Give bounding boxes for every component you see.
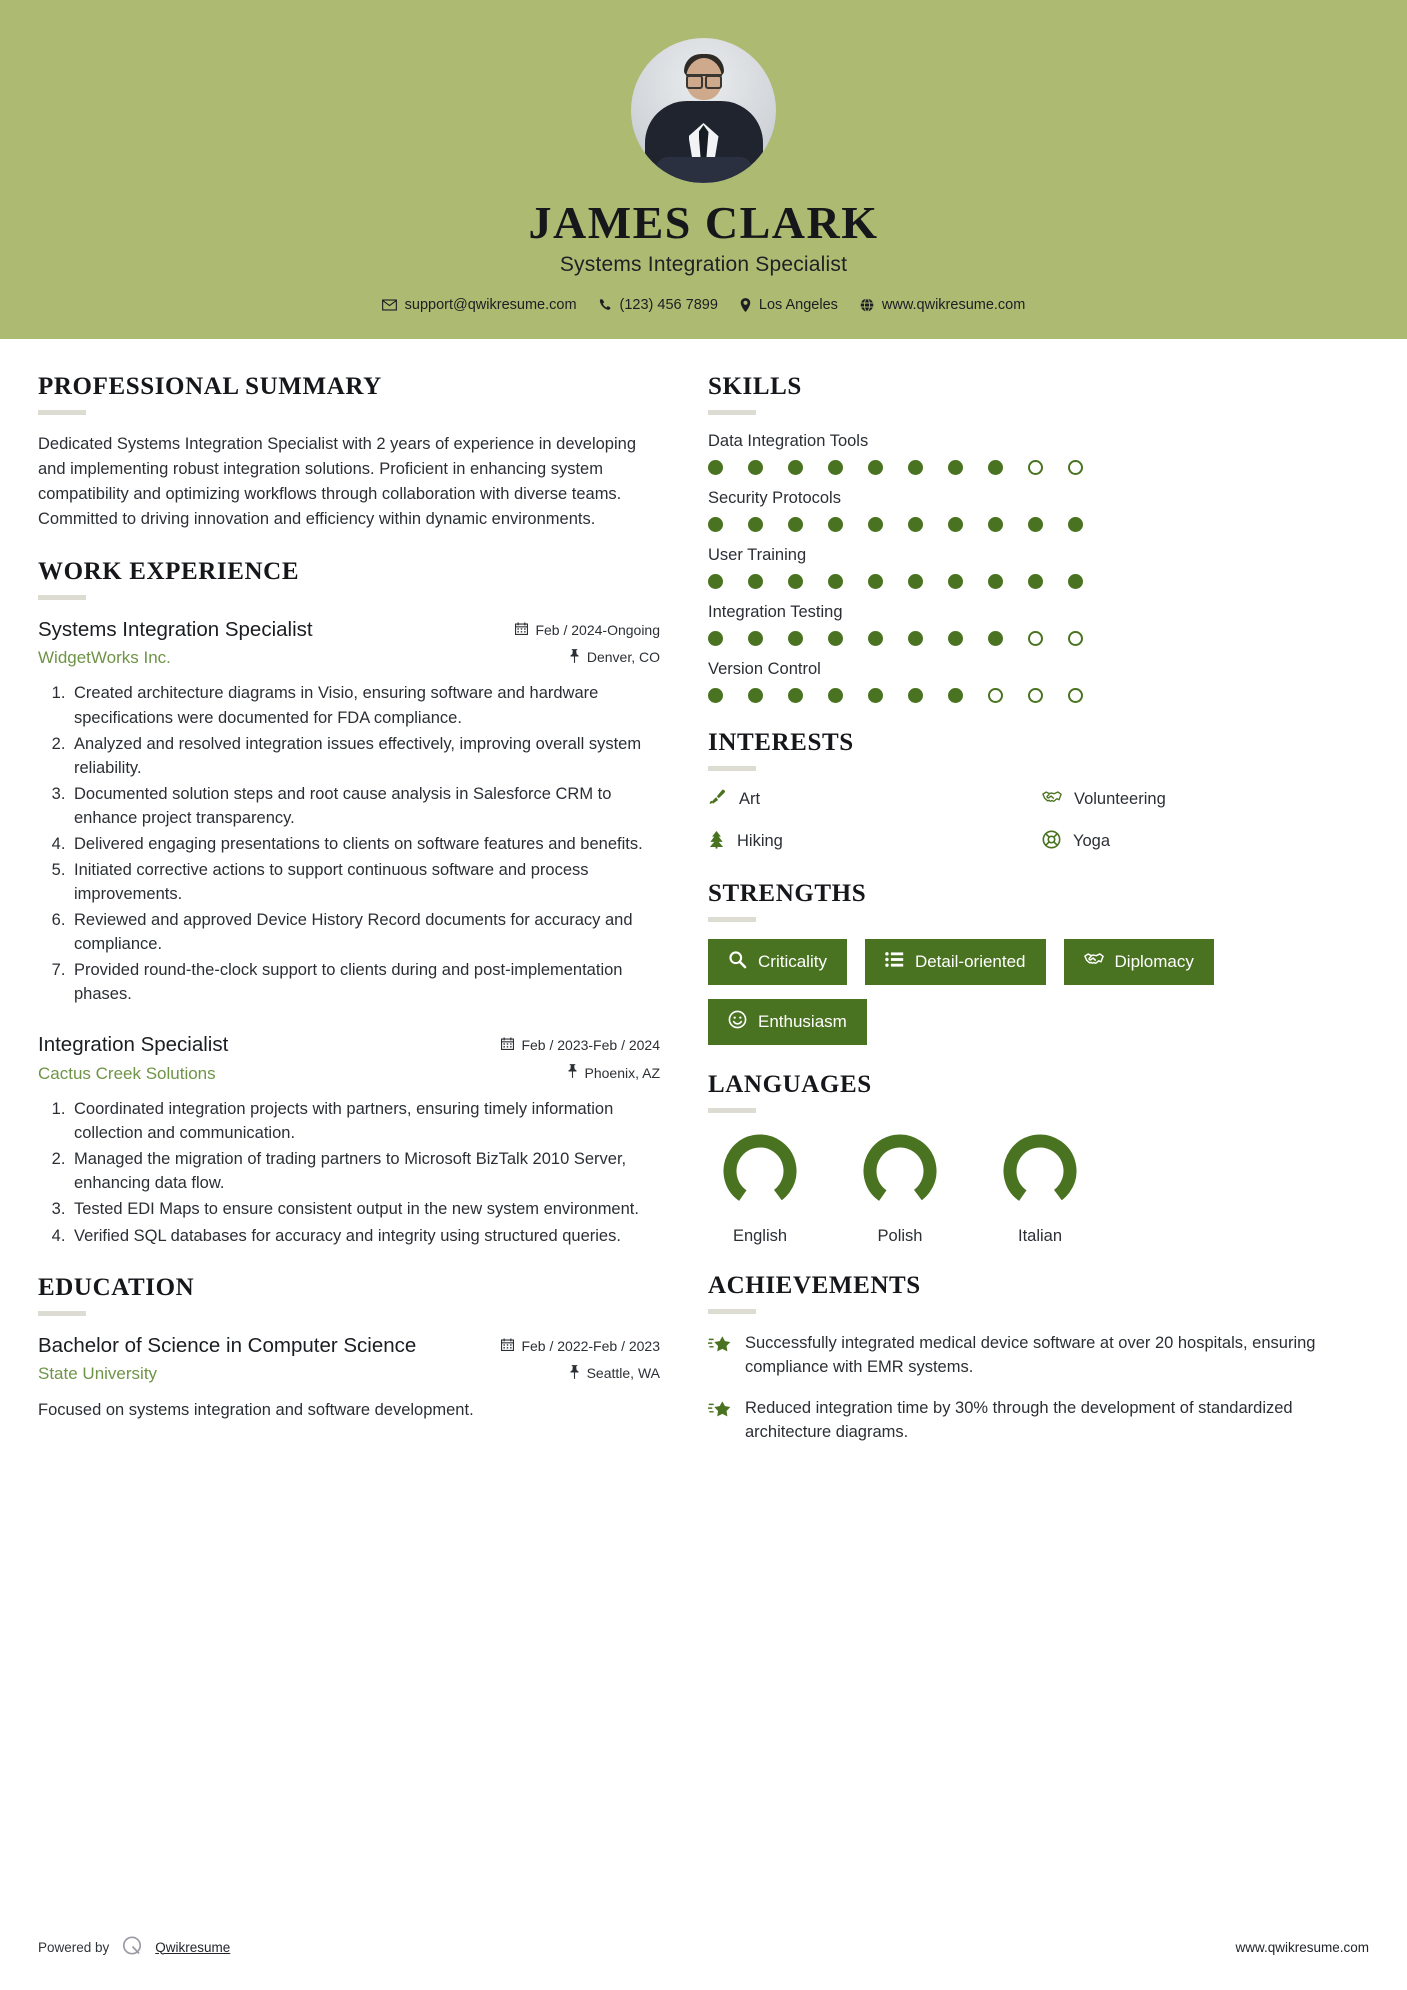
left-column (38, 373, 660, 1449)
skill-dot (708, 460, 723, 475)
strength-chip (708, 999, 867, 1045)
section-divider (708, 1108, 756, 1113)
section-title: LANGUAGES (708, 1070, 872, 1098)
skill-dot (1028, 460, 1043, 475)
entry-left (38, 617, 499, 669)
powered-by-label: Powered by (38, 1939, 110, 1955)
skill-dot (1028, 517, 1043, 532)
skill-dot (1068, 631, 1083, 646)
map-pin-icon (567, 1064, 578, 1081)
skill-dot (1068, 460, 1083, 475)
section-professional-summary (38, 373, 660, 532)
skill-name: Integration Testing (708, 602, 843, 621)
skill-dot (988, 631, 1003, 646)
skill-dot (868, 688, 883, 703)
experience-dates (515, 622, 660, 638)
experience-dates-text: Feb / 2024-Ongoing (535, 621, 660, 638)
experience-bullet: 3. Tested EDI Maps to ensure consistent output in the new system environment. (70, 1197, 660, 1221)
skill-dot (748, 688, 763, 703)
interest-label: Yoga (1073, 832, 1111, 851)
interest-item (708, 830, 1034, 854)
education-dates-text: Feb / 2022-Feb / 2023 (521, 1337, 660, 1354)
skill-dot (828, 688, 843, 703)
experience-location-text: Denver, CO (586, 649, 660, 666)
experience-bullet: 6. Reviewed and approved Device History Record documents for accuracy and compliance. (70, 908, 660, 956)
experience-location (501, 1064, 660, 1081)
experience-entry (38, 1032, 660, 1247)
language-item (856, 1130, 944, 1246)
skill-item (708, 660, 1368, 703)
skill-dot (828, 517, 843, 532)
skill-dot (748, 631, 763, 646)
section-divider (708, 410, 756, 415)
experience-bullet: 5. Initiated corrective actions to support continuous software and process improvements. (70, 858, 660, 906)
interest-item (1042, 788, 1368, 812)
phone-icon (599, 298, 612, 311)
skill-dot (1068, 688, 1083, 703)
achievements-list (708, 1331, 1368, 1444)
interest-label: Hiking (737, 832, 783, 851)
resume-body (0, 339, 1407, 1470)
contact-phone[interactable] (599, 297, 718, 313)
skill-rating (708, 688, 1368, 703)
contact-email-text: support@qwikresume.com (404, 296, 577, 313)
experience-company: WidgetWorks Inc. (38, 648, 171, 668)
skill-dot (788, 517, 803, 532)
section-title: ACHIEVEMENTS (708, 1271, 921, 1299)
skill-item (708, 546, 1368, 589)
education-location (501, 1365, 660, 1382)
skill-dot (828, 460, 843, 475)
avatar (631, 38, 776, 183)
powered-by-block (38, 1934, 230, 1961)
language-item (716, 1130, 804, 1246)
language-label: Polish (877, 1226, 923, 1245)
entry-meta (515, 617, 660, 666)
skill-dot (708, 517, 723, 532)
skill-dot (868, 460, 883, 475)
handshake-icon (1042, 789, 1062, 811)
contact-phone-text: (123) 456 7899 (619, 296, 718, 313)
education-entry (38, 1333, 660, 1423)
experience-company: Cactus Creek Solutions (38, 1064, 216, 1084)
interest-label: Volunteering (1074, 790, 1166, 809)
skill-name: Version Control (708, 659, 821, 678)
language-progress-ring (859, 1130, 941, 1212)
skill-rating (708, 517, 1368, 532)
education-location-text: Seattle, WA (586, 1365, 660, 1382)
section-title: SKILLS (708, 372, 802, 400)
skill-dot (828, 574, 843, 589)
contact-email[interactable] (382, 297, 577, 313)
achievement-item (708, 1331, 1368, 1379)
skills-list (708, 432, 1368, 703)
language-label: English (732, 1226, 788, 1245)
magnifier-icon (728, 950, 747, 974)
section-divider (708, 766, 756, 771)
skill-dot (948, 574, 963, 589)
interest-item (1042, 830, 1368, 854)
page-footer (0, 1904, 1407, 1990)
entry-header (38, 1333, 660, 1385)
skill-dot (708, 688, 723, 703)
skill-dot (788, 631, 803, 646)
calendar-icon (501, 1338, 514, 1354)
strength-label: Enthusiasm (758, 1011, 847, 1031)
section-achievements (708, 1272, 1368, 1444)
contact-website[interactable] (860, 297, 1025, 313)
entry-meta (501, 1032, 660, 1081)
entry-header (38, 1032, 660, 1084)
skill-dot (868, 574, 883, 589)
section-skills (708, 373, 1368, 703)
language-progress-ring (999, 1130, 1081, 1212)
calendar-icon (501, 1037, 514, 1053)
skill-dot (1068, 517, 1083, 532)
experience-bullet: 1. Created architecture diagrams in Visio, ensuring software and hardware specifications were documented for FDA compliance. (70, 681, 660, 729)
skill-dot (948, 688, 963, 703)
contact-row (0, 297, 1407, 313)
skill-dot (868, 517, 883, 532)
skill-dot (788, 688, 803, 703)
education-dates (501, 1338, 660, 1354)
section-interests (708, 729, 1368, 854)
paintbrush-icon (708, 788, 727, 812)
contact-location[interactable] (740, 297, 838, 313)
tree-icon (708, 830, 725, 854)
globe-icon (860, 298, 874, 312)
skill-dot (908, 631, 923, 646)
qwikresume-link[interactable]: Qwikresume (155, 1939, 231, 1955)
experience-bullet: 1. Coordinated integration projects with partners, ensuring timely information collection and communication. (70, 1097, 660, 1145)
skill-dot (988, 574, 1003, 589)
strength-chip (708, 939, 847, 985)
education-school: State University (38, 1364, 158, 1384)
section-title: WORK EXPERIENCE (38, 557, 300, 585)
experience-bullets (38, 681, 660, 1006)
skill-rating (708, 631, 1368, 646)
skill-dot (908, 460, 923, 475)
language-item (996, 1130, 1084, 1246)
smiley-icon (728, 1010, 747, 1034)
skill-dot (908, 688, 923, 703)
skill-rating (708, 460, 1368, 475)
section-title: INTERESTS (708, 728, 854, 756)
experience-entry (38, 617, 660, 1007)
skill-dot (948, 460, 963, 475)
entry-header (38, 617, 660, 669)
skill-dot (748, 460, 763, 475)
section-strengths (708, 880, 1368, 1045)
skill-dot (748, 574, 763, 589)
strengths-list (708, 939, 1368, 1045)
entry-left (38, 1333, 485, 1385)
experience-dates-text: Feb / 2023-Feb / 2024 (521, 1037, 660, 1054)
skill-item (708, 489, 1368, 532)
skill-dot (988, 460, 1003, 475)
skill-dot (948, 631, 963, 646)
skill-dot (788, 460, 803, 475)
section-divider (708, 917, 756, 922)
achievement-text: Reduced integration time by 30% through the development of standardized architecture diagrams. (745, 1398, 1293, 1441)
language-label: Italian (1017, 1226, 1063, 1245)
skill-dot (908, 517, 923, 532)
experience-bullets (38, 1097, 660, 1247)
interest-label: Art (739, 790, 761, 809)
right-column (708, 373, 1368, 1470)
contact-website-text: www.qwikresume.com (881, 296, 1026, 313)
section-work-experience (38, 558, 660, 1248)
contact-location-text: Los Angeles (758, 296, 838, 313)
skill-dot (948, 517, 963, 532)
education-degree: Bachelor of Science in Computer Science (38, 1333, 417, 1357)
skill-name: User Training (708, 545, 807, 564)
education-list (38, 1333, 660, 1423)
section-title: EDUCATION (38, 1273, 195, 1301)
skill-dot (708, 574, 723, 589)
entry-meta (501, 1333, 660, 1382)
resume-header (0, 0, 1407, 339)
star-achievement-icon (708, 1334, 732, 1360)
skill-item (708, 603, 1368, 646)
skill-dot (908, 574, 923, 589)
experience-bullet: 3. Documented solution steps and root cause analysis in Salesforce CRM to enhance project transparency. (70, 782, 660, 830)
skill-dot (1068, 574, 1083, 589)
envelope-icon (382, 299, 397, 311)
section-title: PROFESSIONAL SUMMARY (38, 372, 382, 400)
experience-bullet: 4. Verified SQL databases for accuracy and integrity using structured queries. (70, 1224, 660, 1248)
section-divider (38, 595, 86, 600)
calendar-icon (515, 622, 528, 638)
map-pin-icon (740, 298, 751, 312)
experience-bullet: 4. Delivered engaging presentations to clients on software features and benefits. (70, 832, 660, 856)
skill-dot (788, 574, 803, 589)
experience-list (38, 617, 660, 1248)
star-achievement-icon (708, 1399, 732, 1425)
section-divider (708, 1309, 756, 1314)
qwikresume-logo-icon (120, 1934, 144, 1961)
skill-dot (868, 631, 883, 646)
experience-role: Integration Specialist (38, 1033, 229, 1057)
skill-rating (708, 574, 1368, 589)
achievement-text: Successfully integrated medical device software at over 20 hospitals, ensuring compliance with EMR systems. (745, 1333, 1316, 1376)
candidate-job-title: Systems Integration Specialist (559, 252, 848, 276)
experience-bullet: 2. Analyzed and resolved integration issues effectively, improving overall system reliability. (70, 732, 660, 780)
skill-name: Security Protocols (708, 488, 841, 507)
skill-dot (1028, 688, 1043, 703)
experience-bullet: 2. Managed the migration of trading partners to Microsoft BizTalk 2010 Server, enhancing data flow. (70, 1147, 660, 1195)
experience-dates (501, 1037, 660, 1053)
skill-dot (748, 517, 763, 532)
experience-location (515, 649, 660, 666)
strength-label: Diplomacy (1114, 951, 1194, 971)
experience-role: Systems Integration Specialist (38, 617, 313, 641)
skill-item (708, 432, 1368, 475)
education-description: Focused on systems integration and software development. (38, 1401, 474, 1420)
achievement-item (708, 1396, 1368, 1444)
section-divider (38, 410, 86, 415)
candidate-name: JAMES CLARK (528, 197, 879, 248)
skill-dot (1028, 574, 1043, 589)
skill-dot (1028, 631, 1043, 646)
experience-bullet: 7. Provided round-the-clock support to clients during and post-implementation phases. (70, 958, 660, 1006)
section-title: STRENGTHS (708, 879, 867, 907)
skill-dot (988, 688, 1003, 703)
strength-chip (1064, 939, 1214, 985)
section-languages (708, 1071, 1368, 1246)
strength-label: Criticality (758, 951, 827, 971)
skill-dot (988, 517, 1003, 532)
map-pin-icon (569, 1365, 580, 1382)
strength-label: Detail-oriented (914, 951, 1026, 971)
experience-location-text: Phoenix, AZ (584, 1064, 660, 1081)
strength-chip (865, 939, 1046, 985)
entry-left (38, 1032, 485, 1084)
map-pin-icon (569, 649, 580, 666)
skill-dot (708, 631, 723, 646)
section-divider (38, 1311, 86, 1316)
footer-url: www.qwikresume.com (1235, 1939, 1369, 1955)
skill-name: Data Integration Tools (708, 431, 869, 450)
section-education (38, 1274, 660, 1423)
lifebuoy-icon (1042, 830, 1061, 854)
interest-item (708, 788, 1034, 812)
skill-dot (828, 631, 843, 646)
handshake-icon (1084, 951, 1104, 973)
language-progress-ring (719, 1130, 801, 1212)
summary-text: Dedicated Systems Integration Specialist with 2 years of experience in developing and implementing robust integration solutions. Proficient in enhancing system compatibility and optimizing workflows through collaboration with diverse teams. Committed to driving innovation and efficiency within dynamic environments. (38, 434, 636, 528)
list-icon (885, 951, 904, 973)
languages-list (708, 1130, 1368, 1246)
interests-list (708, 788, 1368, 854)
